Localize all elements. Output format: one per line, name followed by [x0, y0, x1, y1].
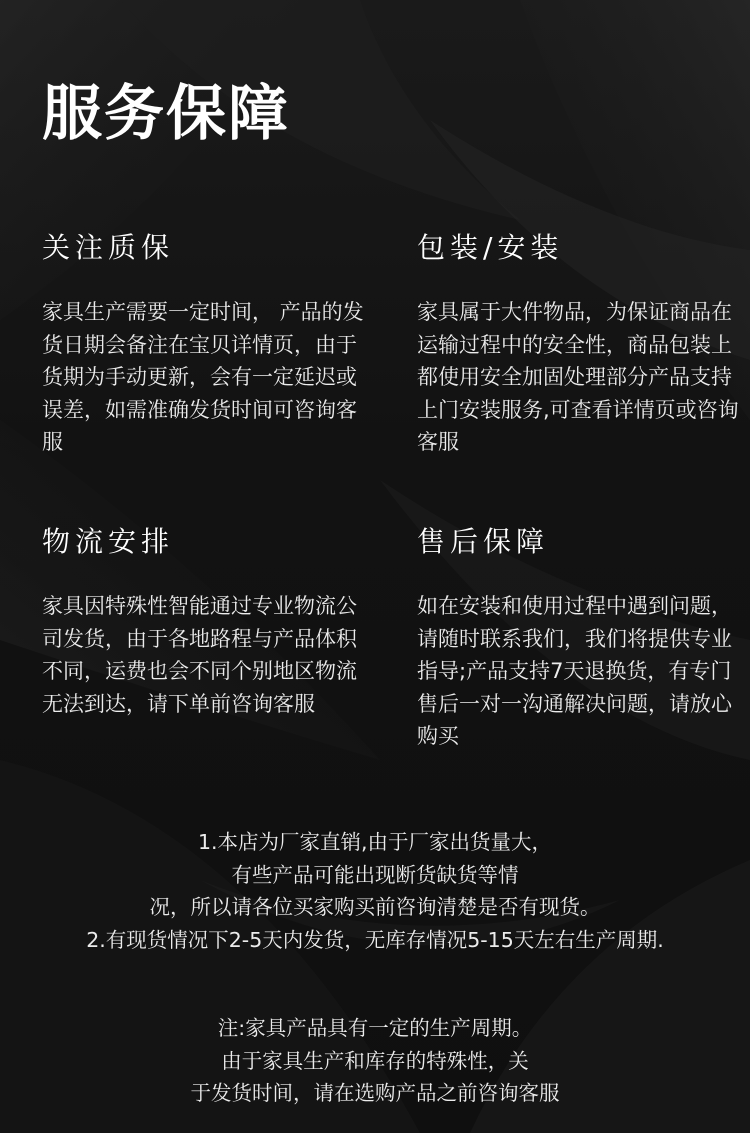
note-line: 于发货时间，请在选购产品之前咨询客服: [190, 1081, 560, 1105]
shipping-notice: [0, 826, 750, 956]
notice-line: 2.有现货情况下2-5天内发货，无库存情况5-15天左右生产周期.: [86, 927, 664, 952]
section-body: 家具属于大件物品，为保证商品在运输过程中的安全性，商品包装上都使用安全加固处理部分产品支持上门安装服务,可查看详情页或咨询客服: [417, 300, 739, 454]
section-after-sales: [417, 522, 739, 753]
section-body: 如在安装和使用过程中遇到问题，请随时联系我们，我们将提供专业指导;产品支持7天退换货，有专门售后一对一沟通解决问题，请放心购买: [417, 594, 732, 748]
notice-line: 1.本店为厂家直销,由于厂家出货量大，: [197, 830, 553, 854]
note-line: 注:家具产品具有一定的生产周期。: [217, 1016, 533, 1040]
section-title: 物流安排: [42, 525, 175, 558]
section-title: 售后保障: [417, 525, 550, 558]
page-title: 服务保障: [42, 79, 290, 149]
section-logistics: [42, 522, 364, 720]
section-packaging-installation: [417, 228, 739, 459]
section-quality-warranty: [42, 228, 364, 459]
notice-line: 况，所以请各位买家购买前咨询清楚是否有现货。: [149, 895, 601, 919]
notice-line: 有些产品可能出现断货缺货等情: [231, 862, 519, 887]
section-body: 家具生产需要一定时间， 产品的发货日期会备注在宝贝详情页，由于货期为手动更新，会有一定延迟或误差，如需准确发货时间可咨询客服: [42, 300, 364, 454]
section-title: 包装/安装: [417, 231, 564, 264]
section-title: 关注质保: [42, 231, 175, 264]
production-cycle-note: [0, 1012, 750, 1110]
note-line: 由于家具生产和库存的特殊性，关: [221, 1048, 529, 1073]
section-body: 家具因特殊性智能通过专业物流公司发货，由于各地路程与产品体积不同，运费也会不同个别地区物流无法到达，请下单前咨询客服: [42, 594, 357, 716]
